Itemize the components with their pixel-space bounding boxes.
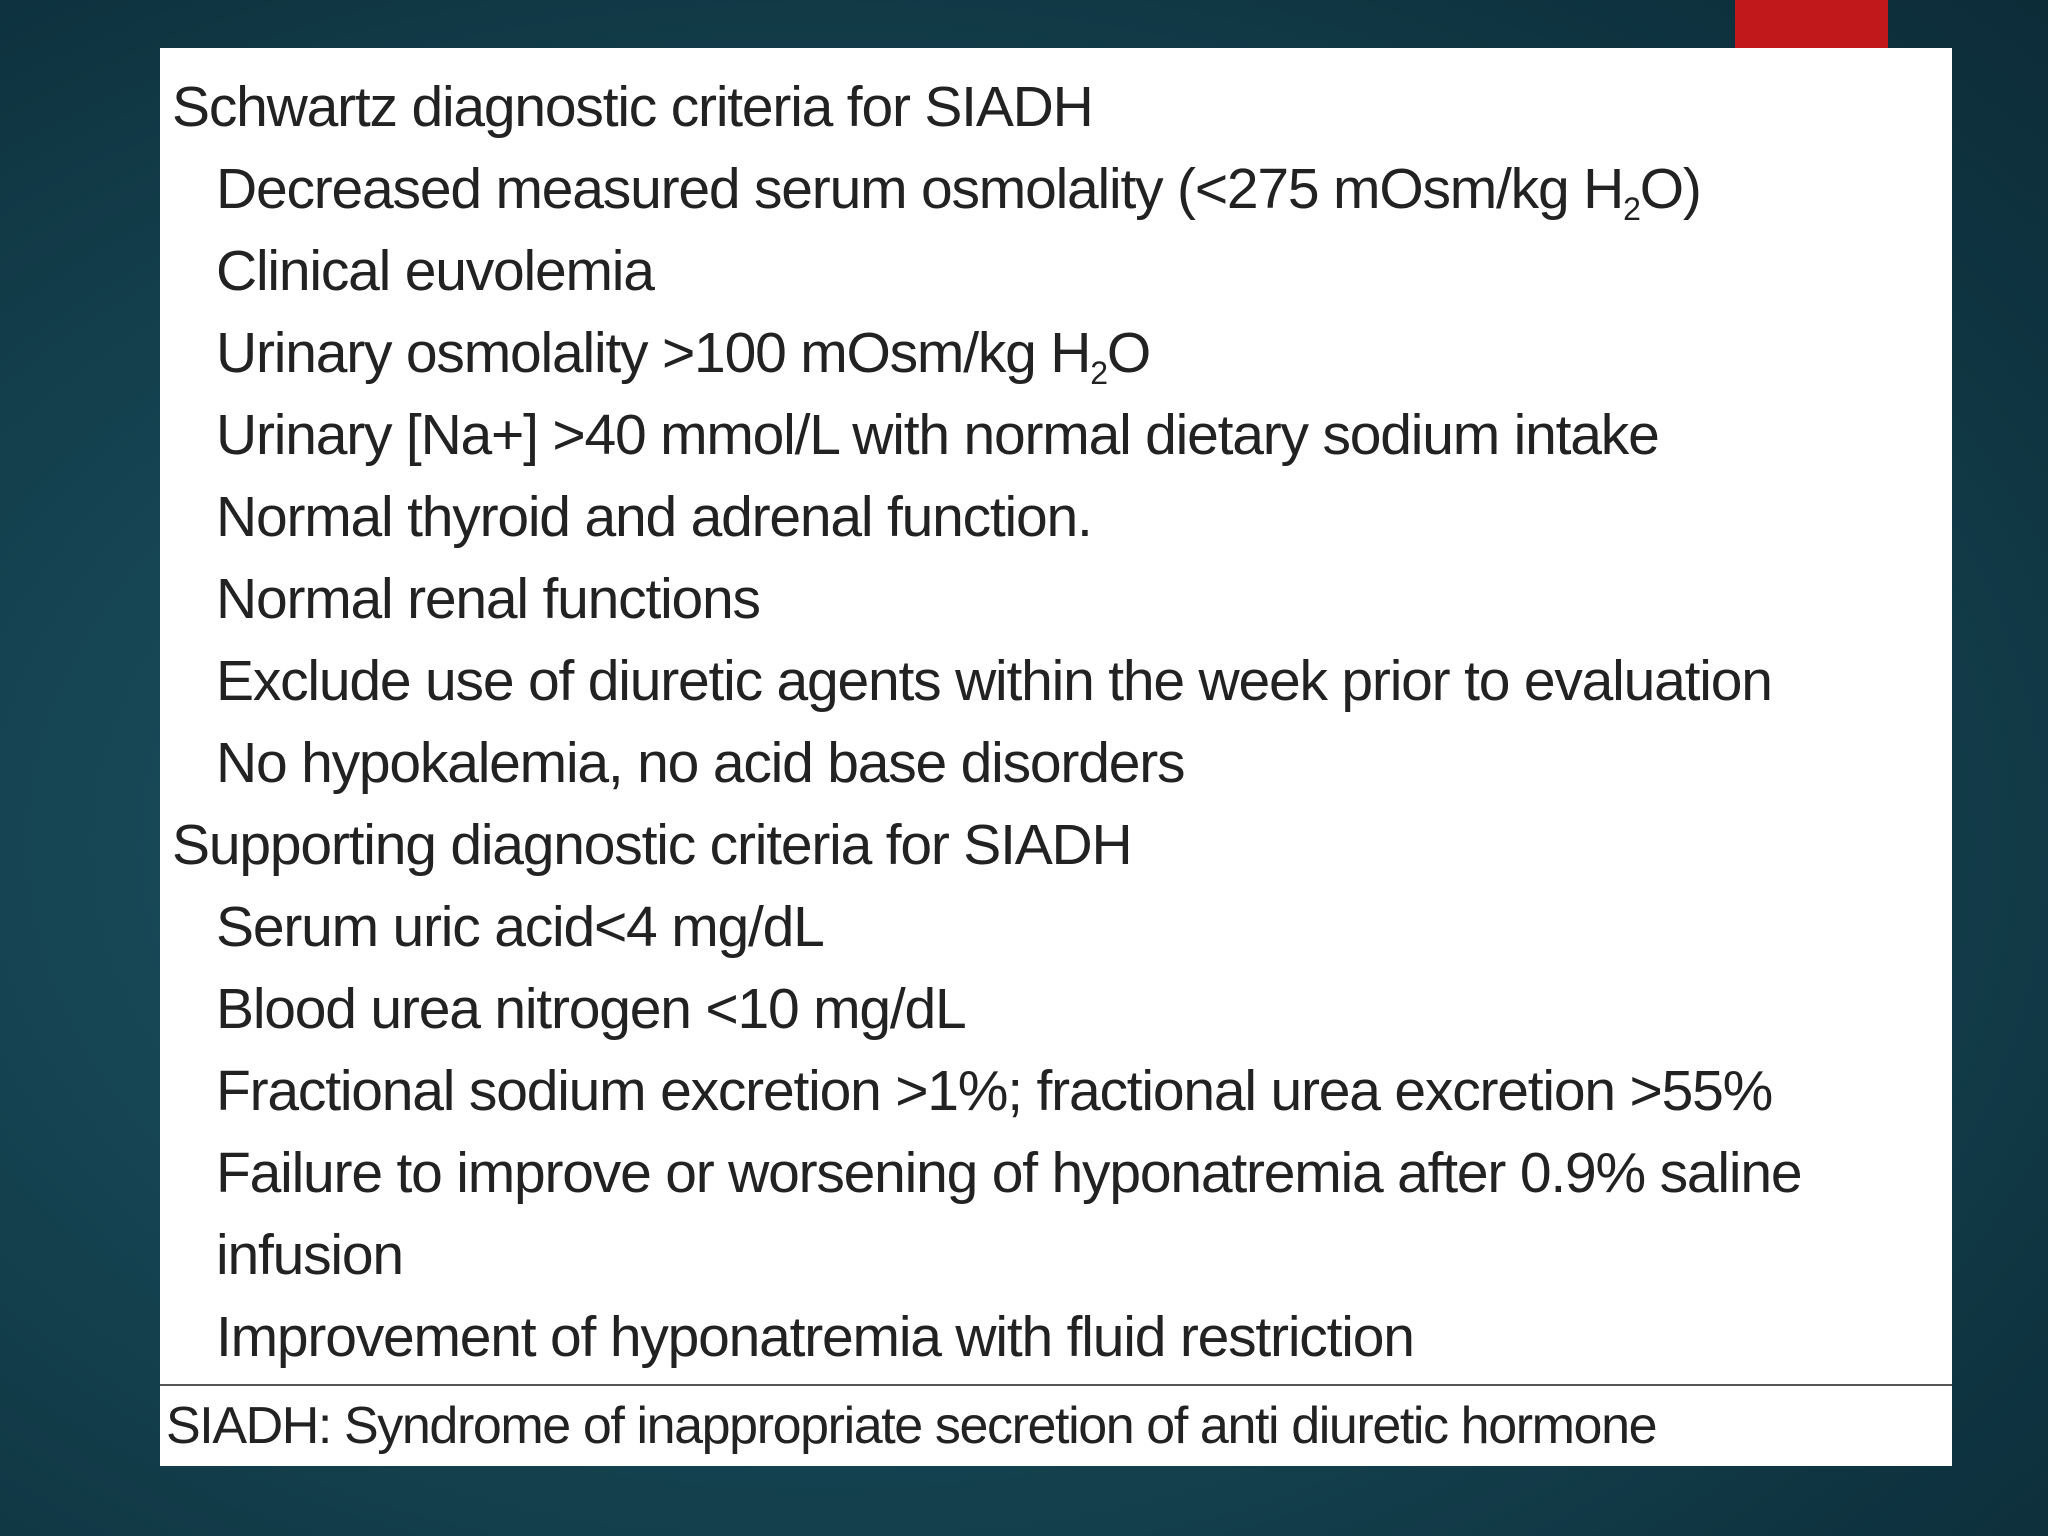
criterion-fluid-restriction: Improvement of hyponatremia with fluid restriction: [216, 1305, 1414, 1369]
criterion-fractional-excretion: Fractional sodium excretion >1%; fractional urea excretion >55%: [216, 1059, 1773, 1123]
slide-accent-block: [1735, 0, 1888, 48]
section-heading-supporting: Supporting diagnostic criteria for SIADH: [172, 813, 1132, 877]
criterion-saline-failure: Failure to improve or worsening of hyponatremia after 0.9% saline infusion: [216, 1141, 1802, 1287]
criterion-serum-osmolality-text: Decreased measured serum osmolality (<275 mOsm/kg H: [216, 157, 1624, 221]
criterion-no-hypokalemia: No hypokalemia, no acid base disorders: [216, 731, 1185, 795]
criterion-euvolemia: Clinical euvolemia: [216, 239, 654, 303]
criteria-list: [172, 66, 1942, 1378]
criterion-exclude-diuretics: Exclude use of diuretic agents within the week prior to evaluation: [216, 649, 1772, 713]
criterion-urinary-sodium: Urinary [Na+] >40 mmol/L with normal dietary sodium intake: [216, 403, 1659, 467]
criterion-urinary-osmolality-text: Urinary osmolality >100 mOsm/kg H: [216, 321, 1091, 385]
criterion-blood-urea-nitrogen: Blood urea nitrogen <10 mg/dL: [216, 977, 966, 1041]
subscript-2: 2: [1090, 355, 1107, 391]
subscript-2: 2: [1623, 191, 1640, 227]
criterion-thyroid-adrenal: Normal thyroid and adrenal function.: [216, 485, 1092, 549]
footnote-divider: [160, 1384, 1952, 1386]
criterion-uric-acid: Serum uric acid<4 mg/dL: [216, 895, 824, 959]
criterion-renal-function: Normal renal functions: [216, 567, 760, 631]
section-heading-schwartz: Schwartz diagnostic criteria for SIADH: [172, 75, 1093, 139]
footnote-abbreviation: SIADH: Syndrome of inappropriate secretion of anti diuretic hormone: [166, 1397, 1657, 1455]
criterion-urinary-osmolality: [172, 312, 1942, 394]
criterion-serum-osmolality: [172, 148, 1942, 230]
criteria-table-card: [160, 48, 1952, 1466]
criterion-serum-osmolality-suffix: O): [1639, 157, 1701, 221]
criterion-urinary-osmolality-suffix: O: [1106, 321, 1150, 385]
